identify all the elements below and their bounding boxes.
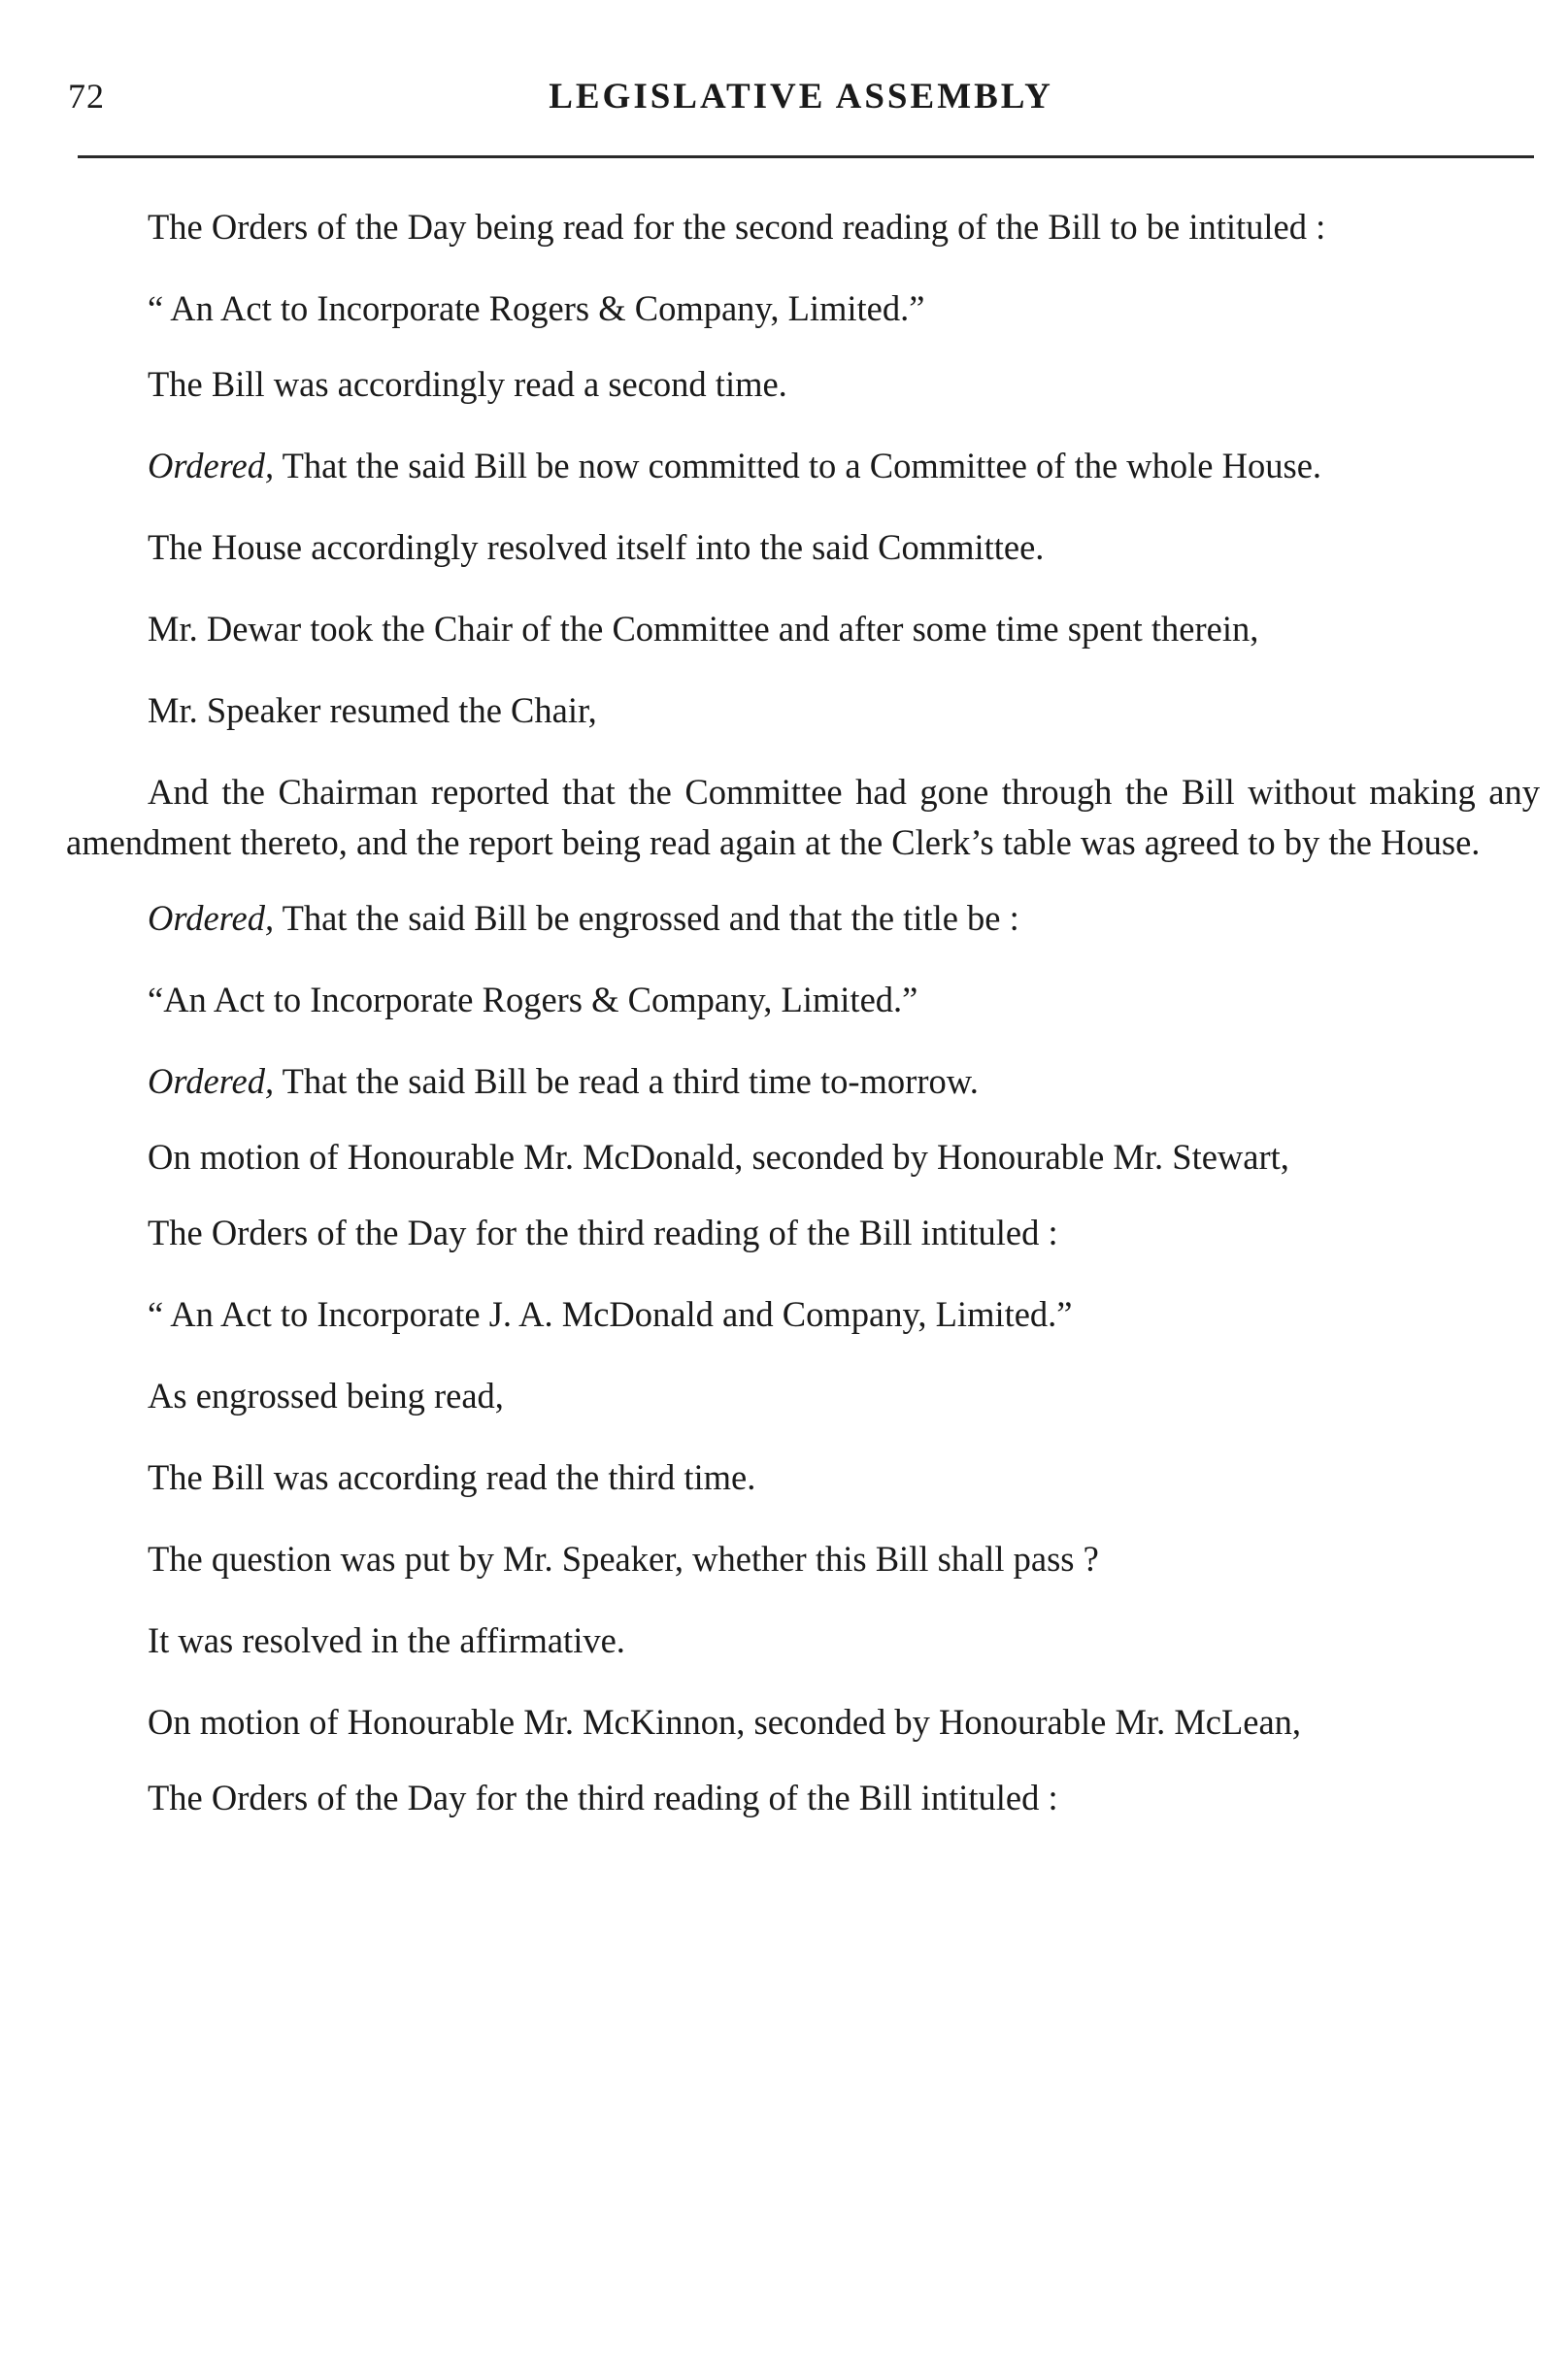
ordered-label: Ordered,	[148, 1061, 275, 1101]
paragraph: The Bill was accordingly read a second time.	[148, 364, 787, 404]
body-text	[66, 202, 1540, 1823]
paragraph: The Orders of the Day for the third reading of the Bill intituled :	[148, 1213, 1058, 1252]
ordered-text: That the said Bill be now committed to a Committee of the whole House.	[282, 446, 1322, 485]
ordered-text: That the said Bill be engrossed and that the title be :	[282, 898, 1019, 938]
header-rule	[78, 155, 1534, 158]
bill-title-quote: “ An Act to Incorporate Rogers & Company, Limited.”	[148, 288, 925, 328]
paragraph: The House accordingly resolved itself into the said Committee.	[148, 527, 1045, 567]
ordered-label: Ordered,	[148, 446, 275, 485]
paragraph: The Orders of the Day being read for the second reading of the Bill to be intituled :	[148, 207, 1326, 247]
ordered-text: That the said Bill be read a third time to-morrow.	[282, 1061, 979, 1101]
ordered-paragraph	[66, 1056, 1540, 1107]
paragraph: The question was put by Mr. Speaker, whether this Bill shall pass ?	[148, 1539, 1099, 1579]
running-title: LEGISLATIVE ASSEMBLY	[549, 77, 1053, 117]
paragraph: Mr. Dewar took the Chair of the Committee and after some time spent therein,	[148, 609, 1259, 649]
page-header	[68, 76, 1534, 134]
page-number: 72	[68, 77, 105, 116]
paragraph: Mr. Speaker resumed the Chair,	[148, 690, 597, 730]
bill-title-quote: “ An Act to Incorporate J. A. McDonald and Company, Limited.”	[148, 1294, 1073, 1334]
paragraph: It was resolved in the affirmative.	[148, 1620, 625, 1660]
paragraph: The Orders of the Day for the third reading of the Bill intituled :	[148, 1778, 1058, 1817]
paragraph: On motion of Honourable Mr. McKinnon, seconded by Honourable Mr. McLean,	[148, 1702, 1302, 1742]
paragraph: The Bill was according read the third time.	[148, 1457, 756, 1497]
paragraph: And the Chairman reported that the Committee had gone through the Bill without making any amendment thereto, and the report being read again at the Clerk’s table was agreed to by the House.	[66, 772, 1540, 862]
paragraph: On motion of Honourable Mr. McDonald, seconded by Honourable Mr. Stewart,	[148, 1137, 1289, 1177]
ordered-paragraph	[66, 893, 1540, 944]
paragraph: As engrossed being read,	[148, 1376, 504, 1416]
bill-title-quote: “An Act to Incorporate Rogers & Company, Limited.”	[148, 980, 918, 1019]
ordered-label: Ordered,	[148, 898, 275, 938]
ordered-paragraph	[66, 441, 1540, 491]
